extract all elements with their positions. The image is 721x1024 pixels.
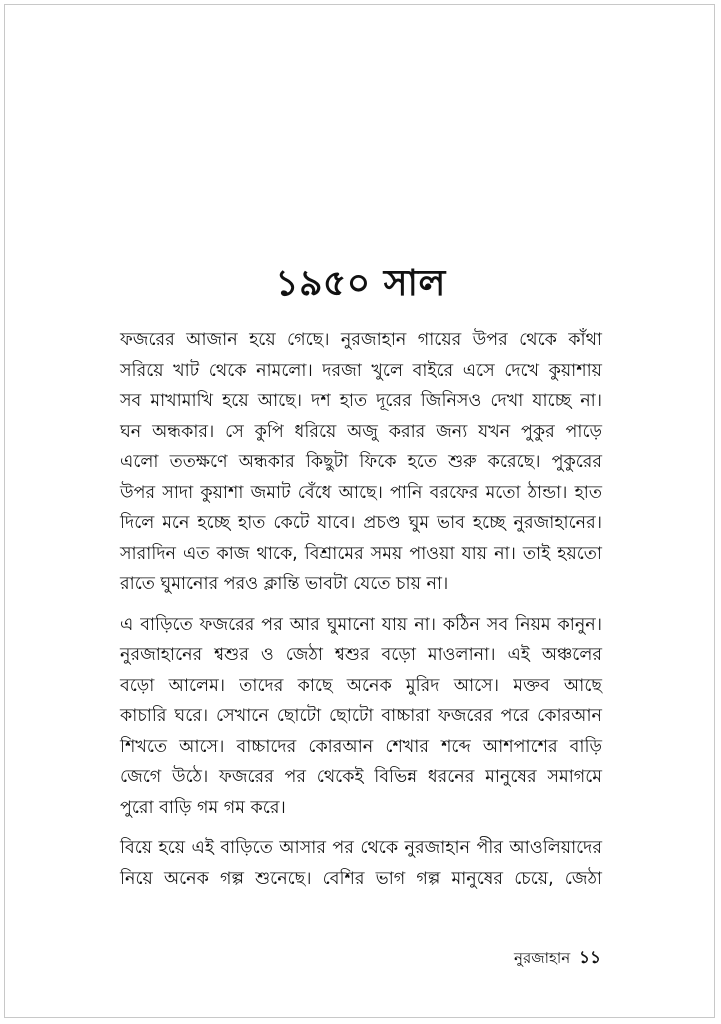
text-line: নিয়ে অনেক গল্প শুনেছে। বেশির ভাগ গল্প মানুষের চেয়ে, জেঠা [120,868,602,889]
text-line: কাচারি ঘরে। সেখানে ছোটো ছোটো বাচ্চারা ফজরের পরে কোরআন [120,706,602,726]
text-line: এলো ততক্ষণে অন্ধকার কিছুটা ফিকে হতে শুরু করেছে। পুকুরের [120,452,602,472]
text-line: জেগে উঠে। ফজরের পর থেকেই বিভিন্ন ধরনের মানুষের সমাগমে [120,767,602,787]
text-line: শিখতে আসে। বাচ্চাদের কোরআন শেখার শব্দে আশপাশের বাড়ি [120,736,602,757]
text-line: দিলে মনে হচ্ছে হাত কেটে যাবে। প্রচণ্ড ঘুম ভাব হচ্ছে নুরজাহানের। [120,513,602,533]
text-line: ফজরের আজান হয়ে গেছে। নুরজাহান গায়ের উপর থেকে কাঁথা [120,330,602,350]
paragraph [120,833,602,894]
text-line: সরিয়ে খাট থেকে নামলো। দরজা খুলে বাইরে এসে দেখে কুয়াশায় [120,360,602,381]
text-line: উপর সাদা কুয়াশা জমাট বেঁধে আছে। পানি বরফের মতো ঠান্ডা। হাত [120,482,602,503]
page-footer [514,945,601,973]
running-book-title: নুরজাহান [513,949,571,967]
paragraph [120,610,602,824]
text-line: সারাদিন এত কাজ থাকে, বিশ্রামের সময় পাওয়া যায় না। তাই হয়তো [120,543,602,564]
page-number: ১১ [578,948,601,968]
text-line: বড়ো আলেম। তাদের কাছে অনেক মুরিদ আসে। মক্তব আছে [120,675,602,696]
text-line: রাতে ঘুমানোর পরও ক্লান্তি ভাবটা যেতে চায় না। [120,574,449,594]
chapter-title: ১৯৫০ সাল [275,263,446,305]
text-line: ঘন অন্ধকার। সে কুপি ধরিয়ে অজু করার জন্য যখন পুকুর পাড়ে [120,421,602,442]
text-line: বিয়ে হয়ে এই বাড়িতে আসার পর থেকে নুরজাহান পীর আওলিয়াদের [120,838,602,858]
text-line: এ বাড়িতে ফজরের পর আর ঘুমানো যায় না। কঠিন সব নিয়ম কানুন। [120,614,602,635]
paragraph [120,325,602,600]
text-line: সব মাখামাখি হয়ে আছে। দশ হাত দূরের জিনিসও দেখা যাচ্ছে না। [120,391,602,411]
text-line: পুরো বাড়ি গম গম করে। [120,797,286,818]
text-line: নুরজাহানের শ্বশুর ও জেঠা শ্বশুর বড়ো মাওলানা। এই অঞ্চলের [120,645,602,665]
body-text [120,325,602,904]
